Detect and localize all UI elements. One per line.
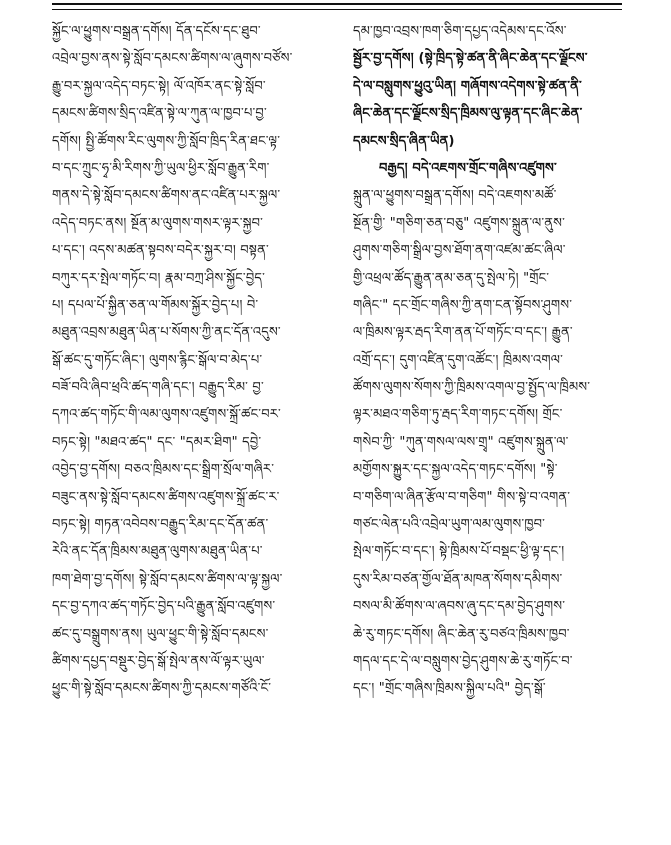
- text-line: མགྱོགས་སྐྱུར་དང་སྐྱལ་འདེད་གཏང་དགོས། "སྟེ་: [353, 462, 558, 478]
- text-line: བཀུར་དར་སྤེལ་གཏོང་བ། རྣམ་བཀྲ་ཤིས་སྐྱོང་བྱེད་: [52, 270, 266, 286]
- text-line: ལྟར་མཐའ་གཅིག་ཏུ་རྦད་རིག་གཏང་དགོས། གྲོང་: [353, 407, 563, 423]
- text-line: དུས་རིམ་བཙན་གྱོལ་ཐོན་མཁན་སོགས་དམིགས་: [353, 571, 563, 587]
- text-line: གཞིང་" དང་གྲོང་གཞིས་ཀྱི་ནག་ངན་སྟོབས་ཤུགས་: [353, 297, 573, 313]
- text-line: བཏང་སྟེ། "མཐའ་ཚད" དང་ "དམར་ཐིག" དབྱེ་: [52, 434, 262, 450]
- text-line: གྱི་འཕྲལ་ཚོད་རྒྱུན་ནམ་ཅན་དུ་སྤེལ་ཏེ། "གྲོང་: [353, 270, 550, 286]
- text-line: དང་བྱ་དཀའ་ཚད་གཏོང་བྱེད་པའི་རྒྱུན་སློབ་འཛུགས་: [52, 599, 276, 615]
- text-line: ཤུགས་གཅིག་སྒྲིལ་བྱས་ཐོག་ནག་འཛམ་ཚང་ཞིལ་: [353, 243, 566, 259]
- text-line: བཟུང་ནས་སྟེ་སློབ་དམངས་ཚིགས་འཛུགས་སྐྲོ་ཚང་ར་: [52, 489, 280, 505]
- text-line: རྒྱུ་བར་སྐྱལ་འདེད་བཏང་སྟེ། ལོ་འཁོར་ནང་སྟེ་སློབ་: [52, 78, 266, 94]
- text-line: སྐྱོང་ལ་ཕྱུགས་བསྒྲན་དགོས། དོན་དངོས་དང་ཐུབ་: [52, 24, 261, 39]
- text-line: མཐུན་འབྲས་མཐུན་ཡིན་པ་སོགས་ཀྱི་ནང་དོན་འདུས་: [52, 325, 281, 341]
- text-line: པ། དཔལ་པོ་སྐྱིན་ཅན་ལ་གོམས་སྐྱོར་བྱེད་པ། བེ་: [52, 297, 259, 313]
- text-line: བཏང་སྟེ། གཏན་འབེབས་བརྒྱུད་རིམ་དང་དོན་ཚན་: [52, 517, 269, 533]
- text-line: ཕྱུང་གི་སྟེ་སློབ་དམངས་ཚིགས་ཀྱི་དམངས་གཙོའི་ངོ་: [52, 681, 272, 697]
- text-line: དང་། "གྲོང་གཞིས་ཁྲིམས་སྐྱིལ་པའི" བྱེད་སྒོ་: [353, 681, 546, 697]
- text-line: གཙང་ལེན་པའི་འབྲེལ་ཡུག་ལམ་ལུགས་ཁྱབ་: [353, 517, 546, 533]
- text-line: ཞིང་ཆེན་དང་ལྗོངས་སྲིད་ཁྲིམས་ལུ་ལྟན་དང་ཞིང་ཆེན་: [353, 106, 583, 122]
- text-line: སྤེལ་གཏོང་བ་དང་། སྟེ་ཁྲིམས་པོ་བསྡང་ཕྱི་ལྟ་དང་།: [353, 544, 565, 560]
- text-line: འདེད་བཏང་ནས། སྔོན་མ་ལུགས་གསར་ལྟར་སྐྱབ་: [52, 215, 264, 231]
- text-line: སྔོན་གྱི་ "གཅིག་ཅན་བཅུ" འཛུགས་སྐྲུན་ལ་ནུས་: [353, 215, 566, 231]
- text-line: ཚོགས་ལུགས་སོགས་ཀྱི་ཁྲིམས་འགལ་བྱ་སྤྱོད་ལ་ཁྲིམས་: [353, 380, 591, 396]
- left-text-column: [52, 18, 320, 703]
- text-line: ཚང་དུ་བསྒྲུགས་ནས། ཡུལ་ཕྱུང་གི་སྟེ་སློབ་དམངས་: [52, 626, 269, 642]
- text-line: དཀའ་ཚད་གཏོང་གི་ལམ་ལུགས་འཛུགས་སྐྲོ་ཚང་བར་: [52, 407, 281, 423]
- text-line: དམངས་སྲིད་ཞིན་ཡིན): [353, 133, 455, 149]
- text-line: ལ་ཁྲིམས་ལྟར་རྦད་རིག་ནན་པོ་གཏོང་བ་དང་། རྒྱུན་: [353, 325, 573, 341]
- text-line: སྦྱོར་བྱ་དགོས། (སྟེ་ཁྲིད་སྟེ་ཚན་ནི་ཞིང་ཆེན་དང་ལྗོངས་: [353, 51, 588, 67]
- right-text-column: [353, 18, 621, 703]
- text-line: རེའི་ནང་དོན་ཁྲིམས་མཐུན་ལུགས་མཐུན་ཡིན་པ་: [52, 544, 263, 560]
- text-line: ཁག་ཐེག་བྱ་དགོས། སྟེ་སློབ་དམངས་ཚིགས་ལ་ལྟ་སྐྱལ་: [52, 571, 283, 587]
- text-line: སྒོ་ཚང་དུ་གཏོང་ཞིང་། ལུགས་རྙིང་སྒོལ་བ་མེད་པ་: [52, 352, 263, 368]
- text-line: ཆེ་རུ་གཏང་དགོས། ཞིང་ཆེན་རུ་བཙའ་ཁྲིམས་ཁྱབ་: [353, 626, 570, 642]
- text-line: གདལ་དང་དེ་ལ་བསླུགས་བྱེད་ཤུགས་ཆེ་རུ་གཏོང་བ་: [353, 653, 573, 669]
- text-line: བསལ་མི་ཚོགས་ལ་ཞབས་ཞུ་དང་དམ་བྱེད་ཤུགས་: [353, 599, 566, 615]
- text-line: དེ་ལ་བསླུགས་ཕྱུའུ་ཡིན། གཞོགས་འདེགས་སྟེ་ཚན་ནི་: [353, 78, 582, 94]
- header-rule-bottom: [52, 9, 622, 10]
- header-rule-top: [52, 3, 622, 5]
- text-line: ཚིགས་དཔྱད་བསྡུར་བྱེད་སྒོ་སྤེལ་ནས་ལོ་ལྟར་ཡུལ་: [52, 653, 265, 669]
- text-line: པ་དང་། འདས་མཚན་སྟབས་བདེར་སྐྱར་བ། བསྟན་: [52, 243, 269, 259]
- text-line: བ་གཅིག་ལ་ཞིན་རྩོལ་བ་གཅིག" གིས་སྟེ་བ་འགན་: [353, 489, 571, 505]
- text-line: འགྲོ་དང་། དུག་འཛིན་དུག་འཚོང་། ཁྲིམས་འགལ་: [353, 352, 564, 368]
- text-line: གསེབ་ཀྱི་ "ཀུན་གསལ་ལས་གྲྭ" འཛུགས་སྐྲུན་ལ་: [353, 434, 569, 450]
- text-line: དགོས། སྤྱི་ཚོགས་རིང་ལུགས་ཀྱི་སློབ་ཁྲིད་རིན་ཐང་ལྟ་: [52, 133, 281, 149]
- text-line: བརྒྱད། བདེ་འཇགས་གྲོང་གཞིས་འཛུགས་: [379, 160, 557, 176]
- text-line: དམངས་ཚིགས་སྲིད་འཛིན་སྟེ་ལ་ཀུན་ལ་ཁྱབ་པ་བྱ་: [52, 106, 267, 122]
- text-line: གནས་དེ་སྟེ་སློབ་དམངས་ཚིགས་ནང་འཛིན་པར་སྐྱལ་: [52, 188, 281, 204]
- text-line: བ་དང་ཀྲུང་ཧྭ་མི་རིགས་ཀྱི་ཡུལ་ཕྱིར་སློབ་རྒྱུན་རིག་: [52, 160, 270, 176]
- text-line: སྐྲུན་ལ་ཕྱུགས་བསྒྲན་དགོས། བདེ་འཇགས་མཚོ་: [353, 188, 557, 204]
- text-line: དམ་ཁྱབ་འབྲས་ཁག་ཅིག་དཔྱད་འདེམས་དང་འོས་: [353, 24, 567, 39]
- text-line: འབྱེད་བྱ་དགོས། བཅའ་ཁྲིམས་དང་སྒྲིག་སྲོལ་གཞིར་: [52, 462, 275, 478]
- text-line: འབྲེལ་བྱས་ནས་སྟེ་སློབ་དམངས་ཚིགས་ལ་ཞུགས་བཙོས་: [52, 51, 293, 67]
- text-line: བཟོ་བའི་ཞིབ་ཕྲའི་ཚད་གཞི་དང་། བརྒྱུད་རིམ་ བྱ་: [52, 380, 264, 396]
